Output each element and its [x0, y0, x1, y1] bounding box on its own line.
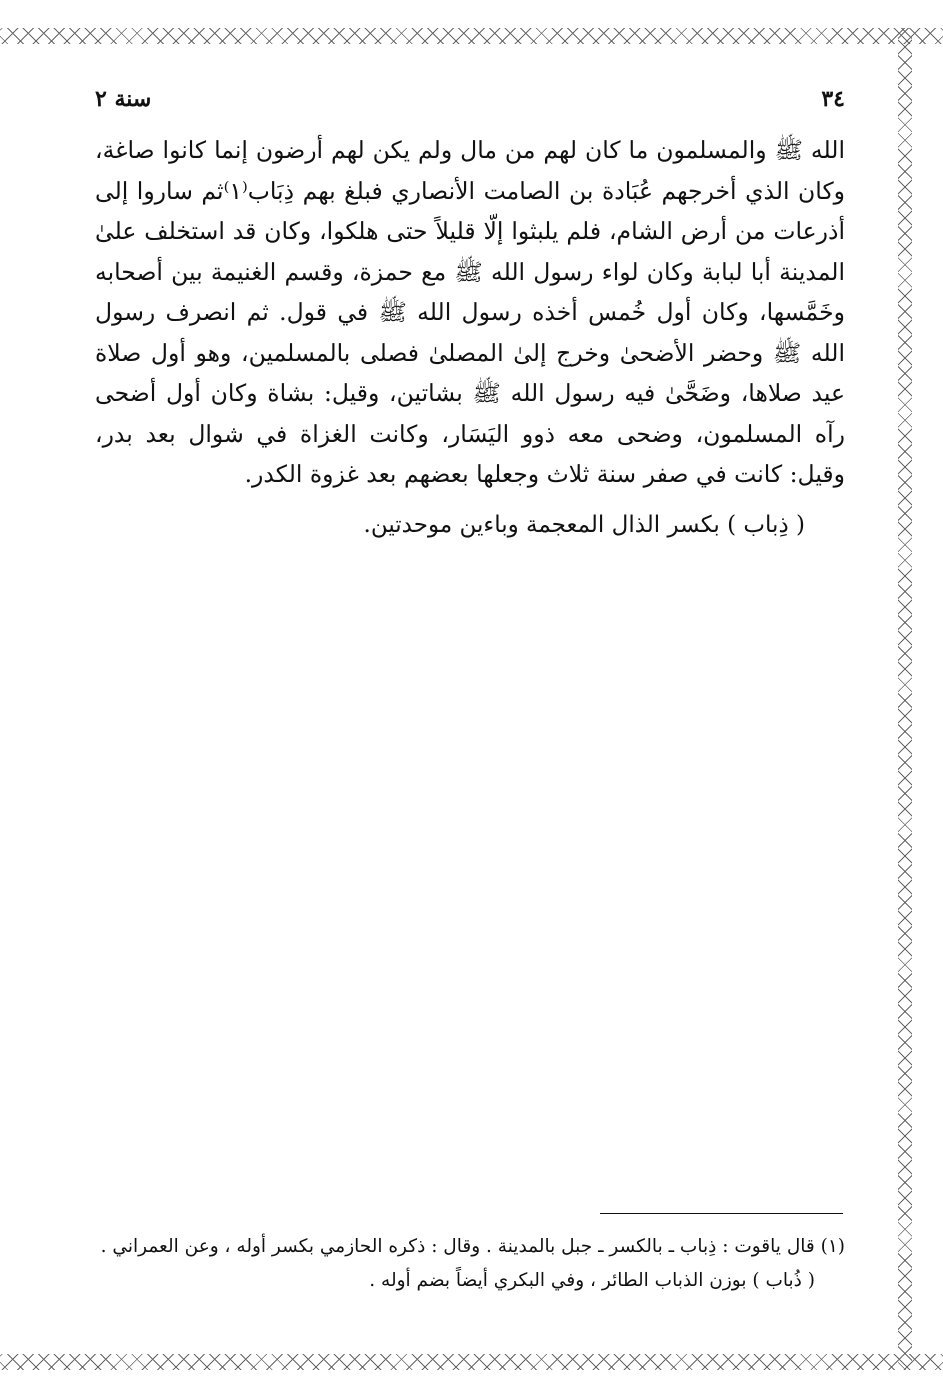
- page-number: ٣٤: [821, 86, 845, 112]
- page-content: [95, 86, 845, 545]
- top-border-ornament: [0, 28, 943, 44]
- bottom-border-ornament: [0, 1354, 943, 1370]
- footnote-1-continuation: ( ذُباب ) بوزن الذباب الطائر ، وفي البكري أيضاً بضم أوله .: [369, 1270, 815, 1291]
- year-label: سنة ٢: [95, 86, 152, 112]
- running-head: [95, 86, 845, 130]
- footnote-separator: [600, 1213, 843, 1214]
- main-paragraph: الله ﷺ والمسلمون ما كان لهم من مال ولم يكن لهم أرضون إنما كانوا صاغة، وكان الذي أخرجهم عُبَادة بن الصامت الأنصاري فبلغ بهم ذِبَاب⁽١⁾ثم ساروا إلى أذرعات من أرض الشام، فلم يلبثوا إلّا قليلاً حتى هلكوا، وكان قد استخلف علىٰ المدينة أبا لبابة وكان لواء رسول الله ﷺ مع حمزة، وقسم الغنيمة بين أصحابه وخَمَّسها، وكان أول خُمس أخذه رسول الله ﷺ في قول. ثم انصرف رسول الله ﷺ وحضر الأضحىٰ وخرج إلىٰ المصلىٰ فصلى بالمسلمين، وهو أول صلاة عيد صلاها، وضَحَّىٰ فيه رسول الله ﷺ بشاتين، وقيل: بشاة وكان أول أضحى رآه المسلمون، وضحى معه ذوو اليَسَار، وكانت الغزاة في شوال بعد بدر، وقيل: كانت في صفر سنة ثلاث وجعلها بعضهم بعد غزوة الكدر.: [95, 136, 845, 488]
- footnote-1: (١) قال ياقوت : ذِباب ـ بالكسر ـ جبل بالمدينة . وقال : ذكره الحازمي بكسر أوله ، وعن العمراني .: [100, 1236, 845, 1257]
- footnotes: [95, 1230, 845, 1298]
- gloss-note: ( ذِباب ) بكسر الذال المعجمة وباءين موحدتين.: [363, 511, 805, 538]
- right-border-ornament: [898, 28, 912, 1370]
